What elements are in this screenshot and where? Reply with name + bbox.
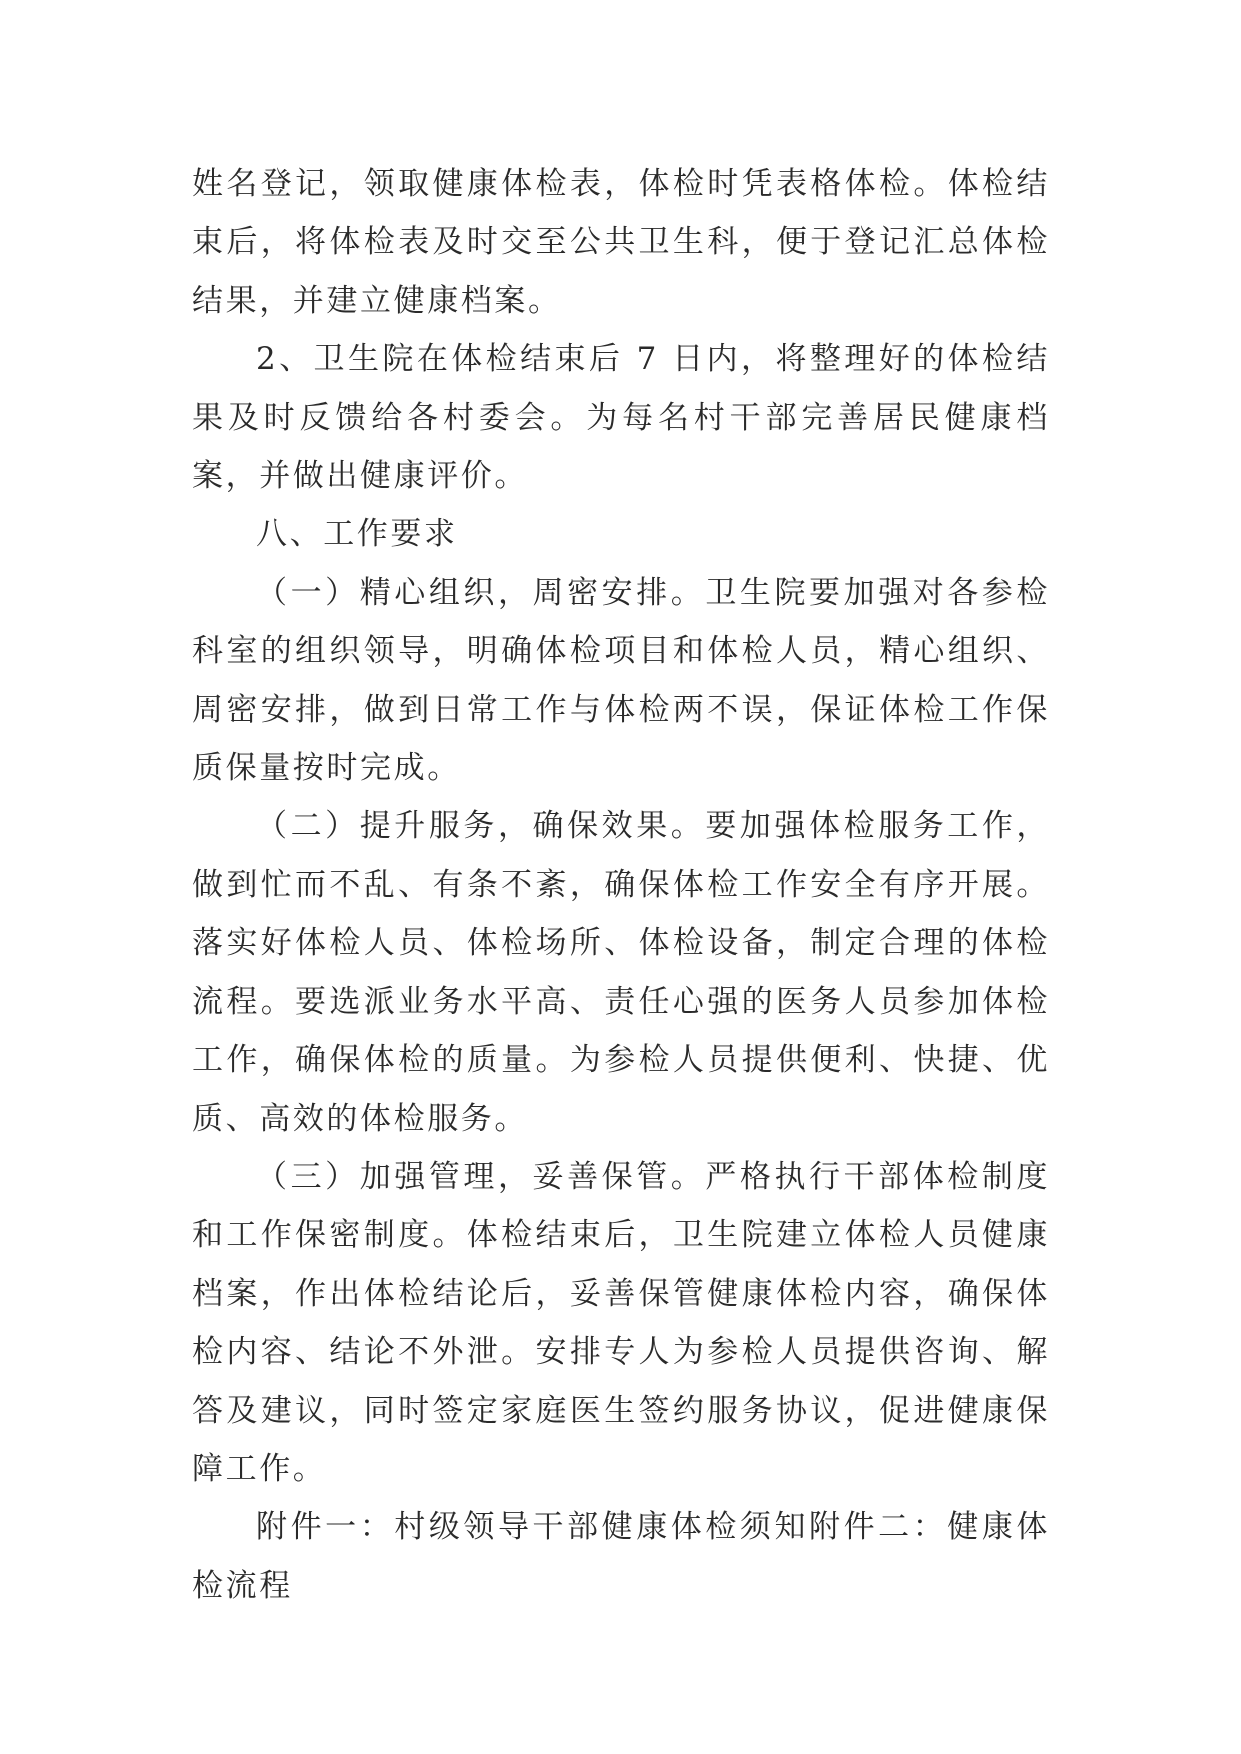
paragraph-attachments: 附件一：村级领导干部健康体检须知附件二：健康体检流程	[192, 1509, 1050, 1604]
paragraph-continuation: 姓名登记，领取健康体检表，体检时凭表格体检。体检结束后，将体检表及时交至公共卫生科，便于登记汇总体检结果，并建立健康档案。	[192, 166, 1050, 319]
paragraph-requirement-1: （一）精心组织，周密安排。卫生院要加强对各参检科室的组织领导，明确体检项目和体检人员，精心组织、周密安排，做到日常工作与体检两不误，保证体检工作保质保量按时完成。	[192, 574, 1050, 787]
document-body	[192, 155, 1050, 1615]
paragraph-requirement-3: （三）加强管理，妥善保管。严格执行干部体检制度和工作保密制度。体检结束后，卫生院建立体检人员健康档案，作出体检结论后，妥善保管健康体检内容，确保体检内容、结论不外泄。安排专人为参检人员提供咨询、解答及建议，同时签定家庭医生签约服务协议，促进健康保障工作。	[192, 1158, 1050, 1487]
section-heading-work-requirements: 八、工作要求	[256, 516, 458, 553]
paragraph-item-2: 2、卫生院在体检结束后 7 日内，将整理好的体检结果及时反馈给各村委会。为每名村干部完善居民健康档案，并做出健康评价。	[192, 341, 1050, 495]
paragraph-requirement-2: （二）提升服务，确保效果。要加强体检服务工作，做到忙而不乱、有条不紊，确保体检工作安全有序开展。落实好体检人员、体检场所、体检设备，制定合理的体检流程。要选派业务水平高、责任心强的医务人员参加体检工作，确保体检的质量。为参检人员提供便利、快捷、优质、高效的体检服务。	[192, 808, 1050, 1137]
